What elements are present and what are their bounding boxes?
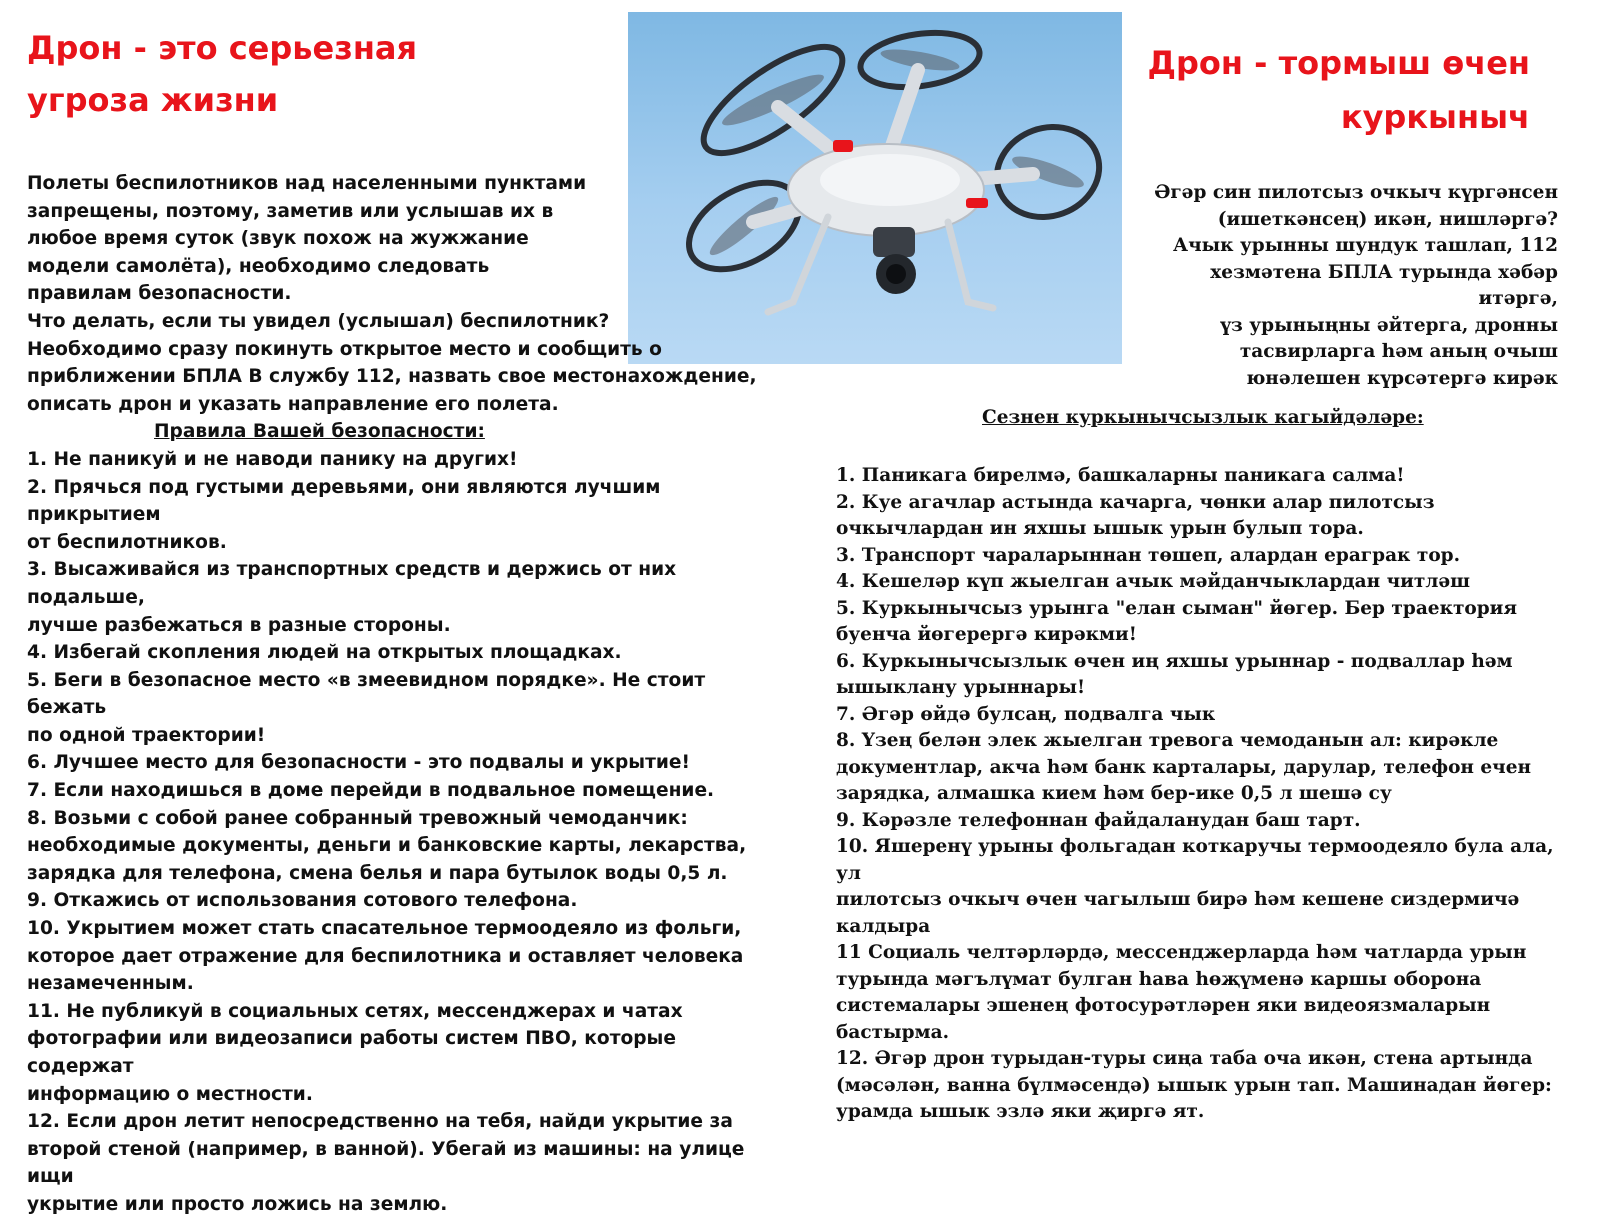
ru-rule-line: 10. Укрытием может стать спасательное термоодеяло из фольги, <box>27 918 742 940</box>
tt-rule-line: 6. Куркынычсызлык өчен иң яхшы урыннар - подваллар һәм <box>836 650 1513 672</box>
tt-intro-line: үз урыныңны әйтерга, дронны <box>1220 314 1558 336</box>
tt-rule-line: 1. Паникага бирелмә, башкаларны паникага салма! <box>836 465 1405 486</box>
ru-intro-line: правилам безопасности. <box>27 283 292 305</box>
tt-rule-line: зарядка, алмашка кием һәм бер-ике 0,5 л шешә су <box>836 783 1392 804</box>
tt-rule-line: калдыра <box>836 915 931 937</box>
ru-body <box>27 170 767 1219</box>
ru-rule-line: второй стеной (например, в ванной). Убегай из машины: на улице ищи <box>27 1138 745 1188</box>
tt-title-line: Дрон - тормыш өчен <box>1147 44 1530 82</box>
ru-intro-line: модели самолёта), необходимо следовать <box>27 255 490 277</box>
ru-rules-heading: Правила Вашей безопасности: <box>154 421 485 443</box>
tt-rule-line: урамда ышык эзлә яки җиргә ят. <box>836 1101 1205 1122</box>
tt-rule-line: пилотсыз очкыч өчен чагылыш бирә һәм кешене сиздермичә <box>836 889 1520 910</box>
ru-title-line: Дрон - это серьезная <box>27 29 418 67</box>
ru-rule-line: 2. Прячься под густыми деревьями, они являются лучшим прикрытием <box>27 476 661 526</box>
ru-rule-line: незамеченным. <box>27 973 194 995</box>
ru-title-line: угроза жизни <box>27 81 279 119</box>
tt-rule-line: бастырма. <box>836 1021 950 1043</box>
tt-intro-line: Ачык урынны шундук ташлап, 112 <box>1173 235 1558 256</box>
tt-rule-line: очкычлардан ин яхшы ышык урын булып тора. <box>836 518 1364 539</box>
tt-intro-line: юнәлешен күрсәтергә кирәк <box>1246 367 1558 389</box>
tt-rule-line: 11 Социаль челтәрләрдә, мессенджерларда һәм чатларда урын <box>836 942 1527 963</box>
tt-intro-line: хезмәтена БПЛА турында хәбәр итәргә, <box>1210 261 1558 309</box>
ru-rule-line: от беспилотников. <box>27 531 227 553</box>
tt-title-line: куркыныч <box>1340 98 1530 136</box>
ru-intro-line: любое время суток (звук похож на жужжание <box>27 228 529 250</box>
ru-rule-line: 5. Беги в безопасное место «в змеевидном порядке». Не стоит бежать <box>27 669 706 719</box>
tt-intro-line: (ишеткәнсең) икән, нишләргә? <box>1217 208 1558 230</box>
tt-rule-line: 10. Яшеренү урыны фольгадан коткаручы термоодеяло була ала, ул <box>836 836 1554 884</box>
tt-rule-line: 4. Кешеләр күп жыелган ачык мәйданчыклардан читләш <box>836 571 1471 592</box>
tt-rules-heading: Сезнен куркынычсызлык кагыйдәләре: <box>982 407 1424 428</box>
ru-intro-line: запрещены, поэтому, заметив или услышав их в <box>27 200 554 222</box>
tt-rule-line: системалары эшенең фотосурәтләрен яки видеоязмаларын <box>836 995 1491 1016</box>
ru-rule-line: которое дает отражение для беспилотника и оставляет человека <box>27 945 744 967</box>
tt-rule-line: турында мәгълүмат булган һава һөҗүменә каршы оборона <box>836 968 1482 990</box>
ru-rule-line: 12. Если дрон летит непосредственно на тебя, найди укрытие за <box>27 1111 733 1133</box>
ru-title <box>27 22 587 126</box>
ru-rule-line: 1. Не паникуй и не наводи панику на других! <box>27 448 518 470</box>
tt-rule-line: 2. Куе агачлар астында качарга, чөнки алар пилотсыз <box>836 491 1435 513</box>
tt-intro-line: тасвирларга һәм аның очыш <box>1239 341 1558 362</box>
tt-rule-line: буенча йөгерергә кирәкми! <box>836 624 1137 645</box>
ru-intro-line: приближении БПЛА В службу 112, назвать свое местонахождение, <box>27 366 757 388</box>
ru-intro-line: Что делать, если ты увидел (услышал) беспилотник? <box>27 310 610 332</box>
tt-rule-line: (мәсәлән, ванна бүлмәсендә) ышык урын тап. Машинадан йөгер: <box>836 1074 1552 1096</box>
tt-rule-line: ышыклану урыннары! <box>836 677 1086 698</box>
ru-rule-line: 9. Откажись от использования сотового телефона. <box>27 890 578 912</box>
ru-rule-line: 11. Не публикуй в социальных сетях, мессенджерах и чатах <box>27 1000 683 1022</box>
tt-rule-line: 8. Үзең белән элек жыелган тревога чемоданын ал: кирәкле <box>836 730 1499 751</box>
ru-rule-line: 3. Высаживайся из транспортных средств и держись от них подальше, <box>27 559 677 608</box>
ru-rule-line: фотографии или видеозаписи работы систем ПВО, которые содержат <box>27 1028 676 1077</box>
tt-rule-line: 3. Транспорт чараларыннан төшеп, алардан ераграк тор. <box>836 544 1461 566</box>
tt-rule-line: 7. Әгәр өйдә булсаң, подвалга чык <box>836 703 1216 725</box>
tt-intro-line: Әгәр син пилотсыз очкыч күргәнсен <box>1154 182 1558 203</box>
ru-rule-line: по одной траектории! <box>27 724 266 746</box>
tt-intro <box>1128 180 1558 392</box>
tt-rule-line: 9. Кәрәзле телефоннан файдаланудан баш тарт. <box>836 809 1361 831</box>
ru-intro-line: Необходимо сразу покинуть открытое место и сообщить о <box>27 338 662 360</box>
ru-rule-line: 7. Если находишься в доме перейди в подвальное помещение. <box>27 780 715 802</box>
ru-rule-line: необходимые документы, деньги и банковские карты, лекарства, <box>27 835 747 857</box>
tt-rule-line: документлар, акча һәм банк карталары, дарулар, телефон ечен <box>836 756 1532 778</box>
ru-rule-line: информацию о местности. <box>27 1083 313 1105</box>
ru-rule-line: укрытие или просто ложись на землю. <box>27 1193 448 1215</box>
tt-body <box>836 463 1576 1126</box>
ru-rule-line: лучше разбежаться в разные стороны. <box>27 614 451 636</box>
ru-rule-line: зарядка для телефона, смена белья и пара бутылок воды 0,5 л. <box>27 862 728 884</box>
ru-rule-line: 8. Возьми с собой ранее собранный тревожный чемоданчик: <box>27 807 688 829</box>
ru-intro-line: описать дрон и указать направление его полета. <box>27 393 559 415</box>
tt-rule-line: 12. Әгәр дрон турыдан-туры сиңа таба оча икән, стена артында <box>836 1048 1533 1069</box>
tt-rule-line: 5. Куркынычсыз урынга "елан сыман" йөгер. Бер траектория <box>836 597 1518 619</box>
ru-intro-line: Полеты беспилотников над населенными пунктами <box>27 173 587 194</box>
tt-title <box>1070 36 1530 144</box>
ru-rule-line: 4. Избегай скопления людей на открытых площадках. <box>27 642 622 664</box>
ru-rule-line: 6. Лучшее место для безопасности - это подвалы и укрытие! <box>27 752 691 774</box>
